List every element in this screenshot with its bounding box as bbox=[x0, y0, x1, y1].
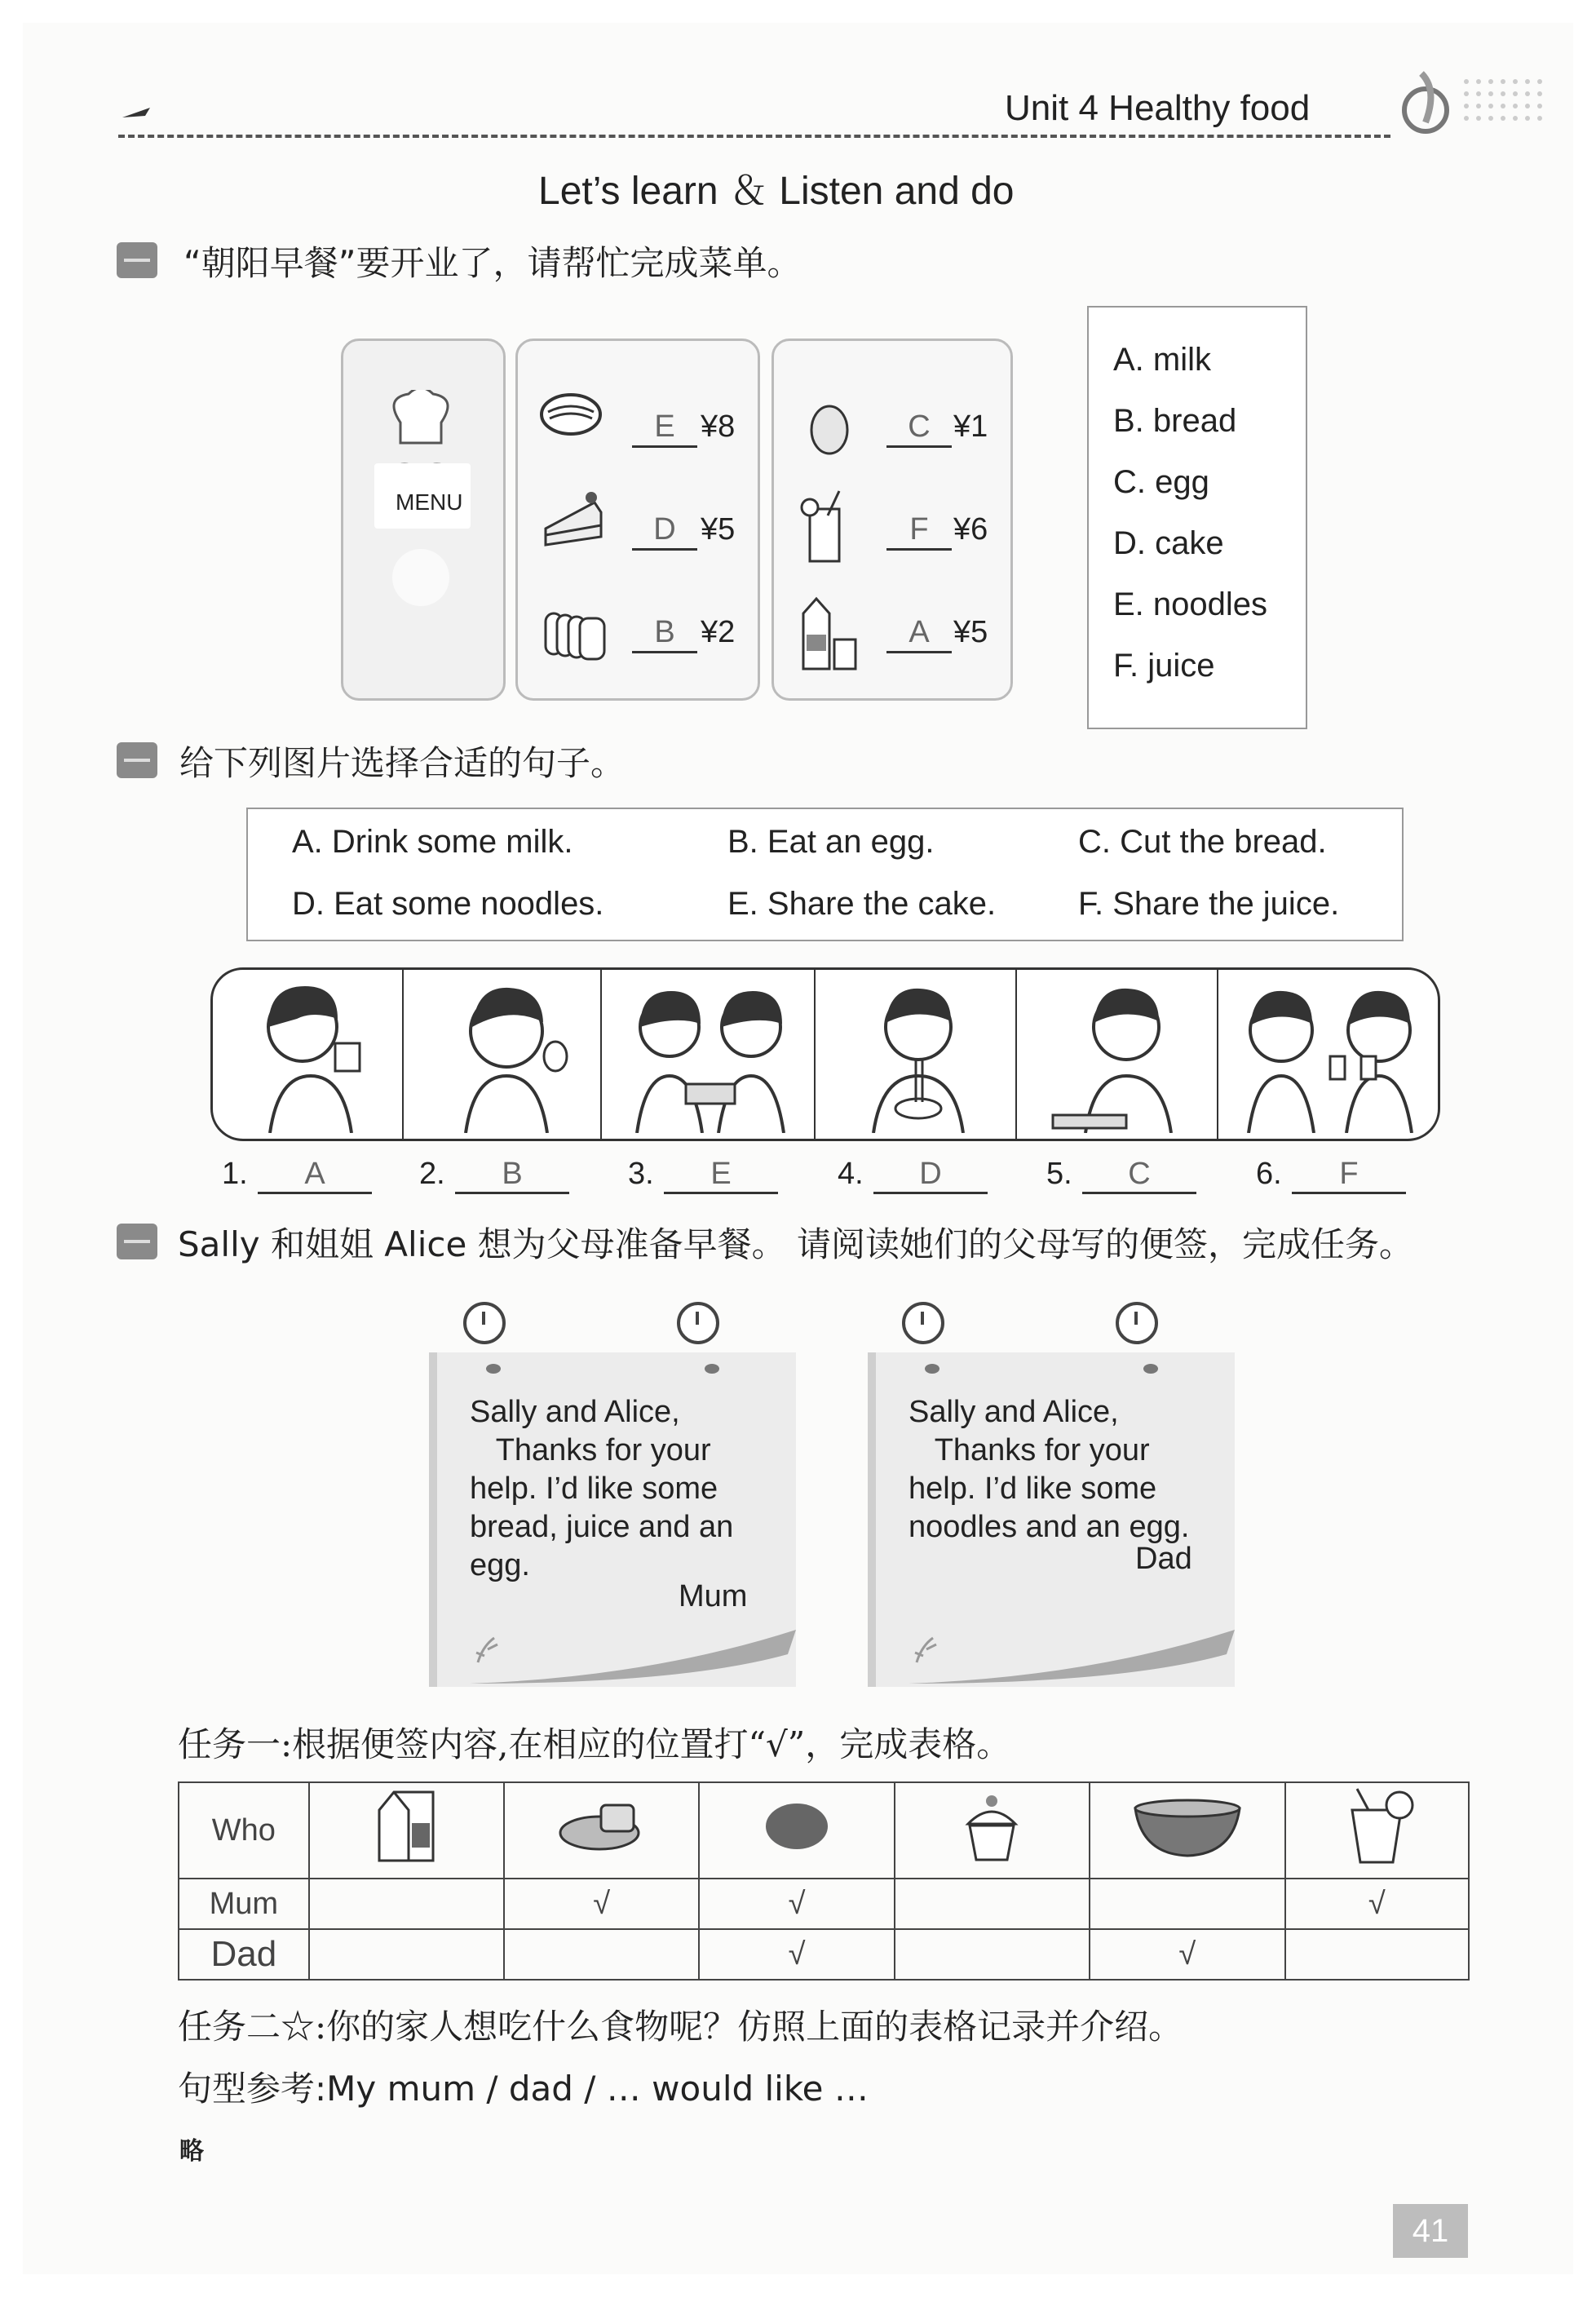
table-cell bbox=[1285, 1929, 1469, 1980]
answer-2: B bbox=[455, 1157, 569, 1194]
phrase-b: B. Eat an egg. bbox=[727, 824, 935, 860]
menu-cover-card bbox=[341, 339, 506, 701]
milk-icon bbox=[798, 594, 864, 675]
table-row-label-mum: Mum bbox=[179, 1879, 309, 1929]
cupcake-icon bbox=[955, 1790, 1028, 1863]
phrase-box bbox=[246, 808, 1404, 941]
note-dad-text: Sally and Alice, Thanks for your help. I’d like some noodles and an egg. bbox=[909, 1395, 1190, 1544]
question-number: 5. bbox=[1046, 1157, 1072, 1191]
menu-card-1 bbox=[515, 339, 760, 701]
decoration-logo-icon bbox=[1377, 57, 1564, 147]
menu-card-2 bbox=[771, 339, 1013, 701]
girls-sharing-cake-icon bbox=[621, 978, 800, 1133]
answer-juice: F bbox=[886, 511, 952, 551]
noodle-bowl-icon bbox=[1130, 1794, 1245, 1859]
phrase-f: F. Share the juice. bbox=[1078, 886, 1340, 922]
answer-4: D bbox=[873, 1157, 988, 1194]
page-title: Let’s learn ＆ Listen and do bbox=[538, 170, 1015, 213]
ring-icon bbox=[902, 1302, 944, 1344]
section-3-instruction: Sally 和姐姐 Alice 想为父母准备早餐。 请阅读她们的父母写的便签，完成任务。 bbox=[178, 1224, 1413, 1264]
answer-noodles: E bbox=[632, 408, 697, 448]
juice-glass-icon bbox=[1336, 1786, 1417, 1867]
boys-sharing-juice-icon bbox=[1232, 978, 1428, 1133]
ring-icon bbox=[463, 1302, 506, 1344]
check-table bbox=[178, 1781, 1470, 1981]
girl-drinking-milk-icon bbox=[245, 978, 392, 1133]
table-cell bbox=[309, 1879, 504, 1929]
table-cell bbox=[504, 1929, 699, 1980]
picture-strip bbox=[210, 967, 1440, 1141]
phrase-d: D. Eat some noodles. bbox=[292, 886, 604, 922]
boy-cutting-bread-icon bbox=[1037, 978, 1200, 1133]
boy-eating-egg-icon bbox=[441, 978, 588, 1133]
table-cell: √ bbox=[1090, 1929, 1285, 1980]
task-2-instruction: 任务二☆:你的家人想吃什么食物呢？仿照上面的表格记录并介绍。 bbox=[178, 2007, 1183, 2047]
answer-1: A bbox=[258, 1157, 372, 1194]
answer-omitted: 略 bbox=[179, 2137, 204, 2166]
answer-6: F bbox=[1292, 1157, 1406, 1194]
header-divider bbox=[118, 135, 1390, 138]
answer-bread: B bbox=[632, 613, 697, 653]
menu-label: MENU bbox=[396, 489, 463, 515]
section-2-instruction: 给下列图片选择合适的句子。 bbox=[179, 743, 626, 783]
price-juice: ¥6 bbox=[953, 512, 988, 547]
key-item: B. bread bbox=[1113, 403, 1237, 439]
note-mum-text: Sally and Alice, Thanks for your help. I’d like some bread, juice and an egg. bbox=[470, 1395, 734, 1582]
juice-icon bbox=[798, 488, 855, 569]
task-1-instruction: 任务一:根据便签内容,在相应的位置打“√”，完成表格。 bbox=[178, 1724, 1011, 1764]
page-number: 41 bbox=[1393, 2204, 1468, 2258]
pen-icon bbox=[121, 104, 153, 121]
bread-icon bbox=[541, 602, 611, 664]
table-cell: √ bbox=[504, 1879, 699, 1929]
phrase-c: C. Cut the bread. bbox=[1078, 824, 1327, 860]
phrase-a: A. Drink some milk. bbox=[292, 824, 573, 860]
note-dad bbox=[868, 1352, 1235, 1687]
price-noodles: ¥8 bbox=[701, 409, 736, 444]
answer-egg: C bbox=[886, 408, 952, 448]
key-item: E. noodles bbox=[1113, 586, 1268, 622]
answer-3: E bbox=[664, 1157, 778, 1194]
table-cell bbox=[895, 1929, 1090, 1980]
question-number: 2. bbox=[419, 1157, 445, 1191]
price-milk: ¥5 bbox=[953, 615, 988, 649]
note-mum bbox=[429, 1352, 796, 1687]
section-1-instruction: “朝阳早餐”要开业了，请帮忙完成菜单。 bbox=[183, 243, 802, 283]
section-1-badge bbox=[117, 242, 157, 278]
answer-cake: D bbox=[632, 511, 697, 551]
section-3-badge bbox=[117, 1224, 157, 1259]
table-cell: √ bbox=[699, 1929, 894, 1980]
food-key-box bbox=[1087, 306, 1307, 729]
table-cell bbox=[895, 1879, 1090, 1929]
question-number: 4. bbox=[838, 1157, 864, 1191]
table-cell: √ bbox=[1285, 1879, 1469, 1929]
milk-carton-icon bbox=[369, 1786, 443, 1867]
answer-milk: A bbox=[886, 613, 952, 653]
note-dad-signature: Dad bbox=[1135, 1542, 1192, 1576]
key-item: D. cake bbox=[1113, 525, 1224, 561]
unit-header: Unit 4 Healthy food bbox=[1005, 88, 1311, 128]
answer-5: C bbox=[1082, 1157, 1196, 1194]
table-header-egg bbox=[699, 1782, 894, 1879]
price-cake: ¥5 bbox=[701, 512, 736, 547]
ring-icon bbox=[677, 1302, 719, 1344]
boy-eating-noodles-icon bbox=[841, 978, 996, 1133]
noodles-icon bbox=[538, 386, 603, 443]
page-curl-icon bbox=[470, 1613, 804, 1687]
egg-icon bbox=[760, 1798, 833, 1855]
question-number: 3. bbox=[628, 1157, 654, 1191]
table-row-label-dad: Dad bbox=[179, 1929, 309, 1980]
table-header-noodles bbox=[1090, 1782, 1285, 1879]
table-cell bbox=[309, 1929, 504, 1980]
question-number: 6. bbox=[1256, 1157, 1282, 1191]
cake-icon bbox=[541, 488, 606, 553]
table-header-milk bbox=[309, 1782, 504, 1879]
sentence-pattern: 句型参考:My mum / dad / … would like … bbox=[178, 2069, 869, 2109]
table-header-bread bbox=[504, 1782, 699, 1879]
table-header-cake bbox=[895, 1782, 1090, 1879]
phrase-e: E. Share the cake. bbox=[727, 886, 997, 922]
key-item: A. milk bbox=[1113, 342, 1211, 378]
price-bread: ¥2 bbox=[701, 615, 736, 649]
key-item: F. juice bbox=[1113, 648, 1215, 684]
note-mum-signature: Mum bbox=[679, 1579, 748, 1613]
table-cell: √ bbox=[699, 1879, 894, 1929]
ring-icon bbox=[1116, 1302, 1158, 1344]
egg-icon bbox=[807, 402, 855, 459]
page-curl-icon bbox=[909, 1613, 1243, 1687]
section-2-badge bbox=[117, 742, 157, 778]
question-number: 1. bbox=[222, 1157, 248, 1191]
table-cell bbox=[1090, 1879, 1285, 1929]
table-header-juice bbox=[1285, 1782, 1469, 1879]
price-egg: ¥1 bbox=[953, 409, 988, 444]
bread-loaf-icon bbox=[557, 1794, 647, 1859]
table-header-who: Who bbox=[179, 1782, 309, 1879]
key-item: C. egg bbox=[1113, 464, 1209, 500]
